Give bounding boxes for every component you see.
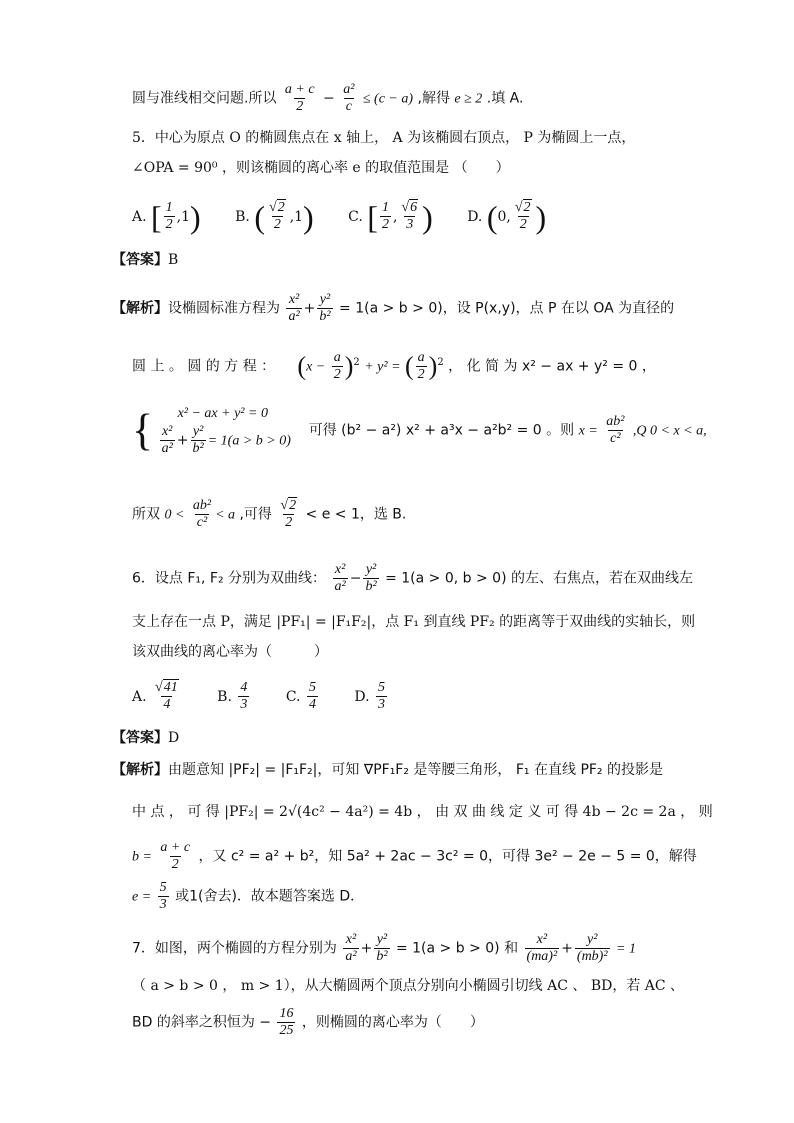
q6-line2: 支上存在一点 P，满足 |PF₁| = |F₁F₂|，点 F₁ 到直线 PF₂ 的距离等于双曲线的实轴长，则 bbox=[132, 614, 696, 630]
frac-a-plus-c-over-2: $\frac{a + c}{2}$ bbox=[284, 82, 315, 114]
q6-analysis-1: 【解析】由题意知 |PF₂| = |F₁F₂|，可知 ∇PF₁F₂ 是等腰三角形， F₁ 在直线 PF₂ 的投影是 bbox=[112, 762, 663, 778]
frac-a2-over-c: $\frac{\text{a²}}{c}$ bbox=[343, 82, 355, 114]
q5-options bbox=[132, 200, 576, 233]
q5-line2: ∠OPA = 90⁰ ，则该椭圆的离心率 e 的取值范围是 （ ） bbox=[132, 160, 510, 176]
q6-options bbox=[132, 680, 419, 713]
top-prefix: 圆与准线相交问题.所以 bbox=[132, 90, 277, 107]
q5-option-b: B. ( $\frac{√2}{2}$ ,1 ) bbox=[235, 198, 314, 235]
q5-analysis-4: 所双 0 < $\frac{\text{ab²}}{\text{c²}}$ < a ,可得 $\frac{√2}{2}$ < e < 1，选 B. bbox=[132, 498, 407, 530]
q7-line3: BD 的斜率之积恒为 − $\frac{16}{25}$ ，则椭圆的离心率为（ ） bbox=[132, 1006, 484, 1038]
q6-option-b: B. $\frac{4}{3}$ bbox=[217, 680, 248, 712]
q6-option-d: D. $\frac{5}{3}$ bbox=[354, 680, 386, 712]
q6-analysis-4: e = $\frac{5}{3}$ 或1(舍去)．故本题答案选 D． bbox=[132, 880, 365, 912]
q7-line1: 7．如图，两个椭圆的方程分别为 $\frac{\text{x²}}{\text{a²}}$ + $\frac{\text{y²}}{\text{b²}}$ = 1(a > b > 0) 和 $\frac{\text{x²}}{\text{(ma)²}}$ + $\frac{\text{y²}}{\text{(mb)²}}$ = 1 bbox=[132, 932, 636, 964]
top-result: e ≥ 2 bbox=[454, 91, 483, 107]
q5-option-c: C. [ $\frac{1}{2}$ , $\frac{√6}{3}$ ) bbox=[348, 198, 433, 235]
q5-line1: 5．中心为原点 O 的椭圆焦点在 x 轴上， A 为该椭圆右顶点， P 为椭圆上一点， bbox=[132, 130, 636, 146]
q6-line1: 6．设点 F₁, F₂ 分别为双曲线： $\frac{\text{x²}}{\text{a²}}$ − $\frac{\text{y²}}{\text{b²}}$ = 1(a > 0, b > 0) 的左、右焦点，若在双曲线左 bbox=[132, 562, 693, 594]
q6-option-a: A. $\frac{√41}{4}$ bbox=[132, 680, 178, 712]
q5-option-d: D. ( 0, $\frac{√2}{2}$ ) bbox=[467, 198, 547, 235]
q6-answer: 【答案】D bbox=[112, 730, 180, 746]
q5-option-a: A. [ $\frac{1}{2}$ ,1 ) bbox=[132, 198, 201, 235]
q5-answer: 【答案】B bbox=[112, 252, 179, 268]
q7-line2: （ a > b > 0 ， m > 1），从大椭圆两个顶点分别向小椭圆引切线 AC 、 BD，若 AC 、 bbox=[132, 978, 685, 994]
q6-analysis-3: b = $\frac{a + c}{2}$ ，又 c² = a² + b²，知 5a² + 2ac − 3c² = 0，可得 3e² − 2e − 5 = 0，解得 bbox=[132, 840, 697, 872]
q6-analysis-2: 中 点 ， 可 得 |PF₂| = 2√(4c² − 4a²) = 4b ， 由 双 曲 线 定 义 可 得 4b − 2c = 2a ， 则 bbox=[132, 804, 713, 820]
q6-line3: 该双曲线的离心率为（ ） bbox=[132, 644, 328, 660]
q5-analysis-2: 圆 上 。 圆 的 方 程 ： (x − $\frac{a}{2}$ )$^2$ + y² = ( $\frac{a}{2}$ )$^2$ ， 化 简 为 x² − ax + y² = 0 ， bbox=[132, 350, 656, 382]
top-suffix: ,解得 bbox=[417, 90, 450, 107]
q5-analysis-1: 【解析】设椭圆标准方程为 $\frac{\text{x²}}{\text{a²}}$ + $\frac{\text{y²}}{\text{b²}}$ = 1(a > b > 0)，设 P(x,y)，点 P 在以 OA 为直径的 bbox=[112, 292, 675, 324]
top-line: 圆与准线相交问题.所以 $\frac{a + c}{2}$ − $\frac{\text{a²}}{c}$ ≤ (c − a) ,解得 e ≥ 2 .填 A. bbox=[132, 82, 524, 114]
top-tail: .填 A. bbox=[486, 90, 524, 107]
q6-option-c: C. $\frac{5}{4}$ bbox=[285, 680, 316, 712]
q5-analysis-3: { x² − ax + y² = 0 $\frac{\text{x²}}{\text{a²}}$ + $\frac{\text{y²}}{\text{b²}}$ = 1(a > b > 0) 可得 (b² − a²) x² + a³x − a²b² = 0 。则 x = $\frac{\text{ab²}}{\text{c²}}$ ,Q 0 < x < a, bbox=[132, 405, 707, 456]
